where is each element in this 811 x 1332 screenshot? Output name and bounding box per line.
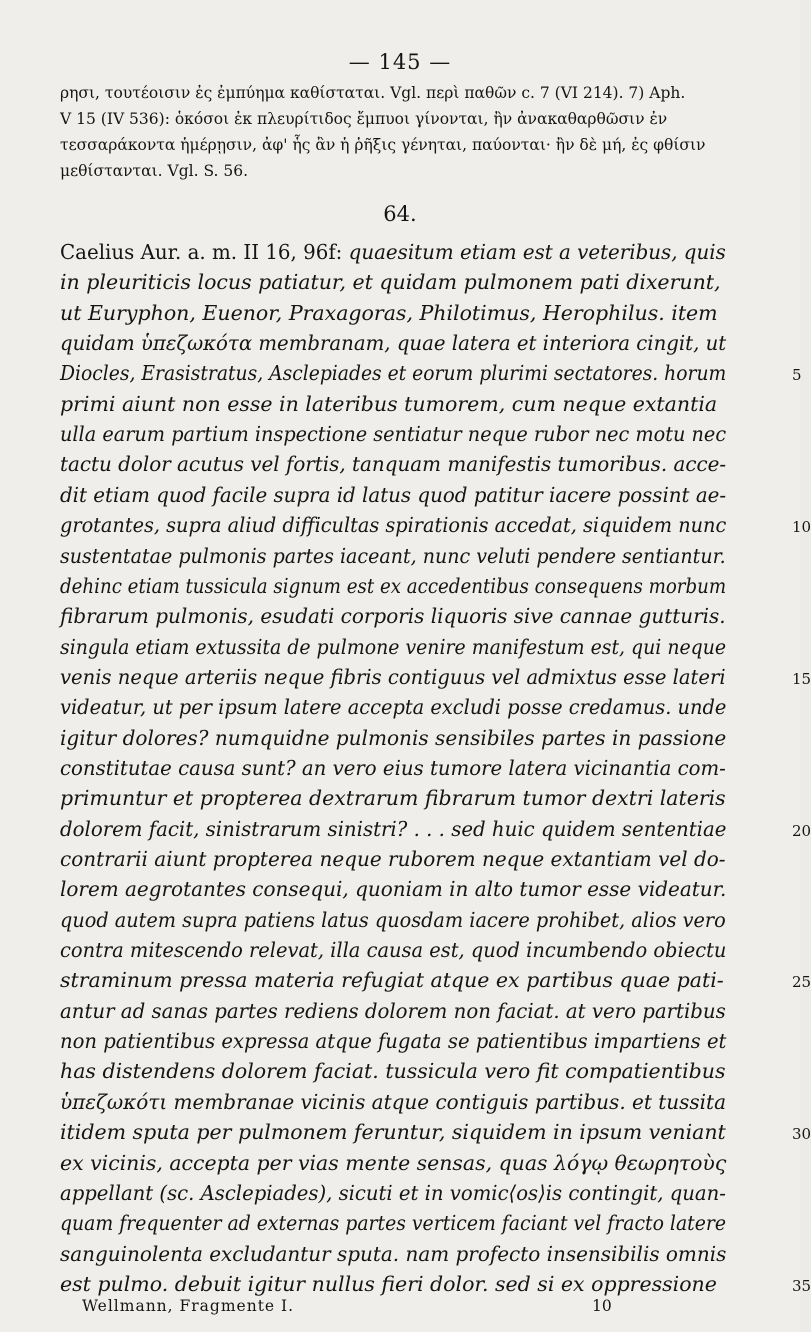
text-line: fibrarum pulmonis, esudati corporis liquoris sive cannae gutturis. (60, 604, 726, 629)
text-line: quidam ὑπεζωκότα membranam, quae latera et interiora cingit, ut (60, 331, 727, 356)
line-number: 10 (792, 518, 811, 537)
signature-mark: 10 (592, 1297, 612, 1315)
text-line: dolorem facit, sinistrarum sinistri? . . . sed huic quidem sententiae (60, 816, 727, 841)
text-line: videatur, ut per ipsum latere accepta excludi posse credamus. unde (60, 695, 727, 720)
text-line: antur ad sanas partes rediens dolorem non faciat. at vero partibus (60, 998, 726, 1023)
text-line: singula etiam extussita de pulmone venire manifestum est, qui neque (60, 634, 727, 659)
text-line: grotantes, supra aliud difficultas spirationis accedat, siquidem nunc (60, 513, 727, 538)
footnote-line: μεθίστανται. Vgl. S. 56. (60, 162, 249, 180)
page-number: — 145 — (348, 50, 452, 74)
text-line: constitutae causa sunt? an vero eius tumore latera vicinantia com- (60, 755, 726, 780)
text-line: sanguinolenta excludantur sputa. nam profecto insensibilis omnis (60, 1241, 727, 1266)
section-number: 64. (383, 202, 417, 226)
footnote-line: V 15 (IV 536): ὁκόσοι ἐκ πλευρίτιδος ἔμπυοι γίνονται, ἢν ἀνακαθαρθῶσιν ἐν (60, 110, 668, 128)
text-line: venis neque arteriis neque fibris contiguus vel admixtus esse lateri (60, 664, 726, 689)
text-line: itidem sputa per pulmonem feruntur, siquidem in ipsum veniant (60, 1120, 726, 1145)
text-line: appellant (sc. Asclepiades), sicuti et in vomic⟨os⟩is contingit, quan- (60, 1180, 726, 1205)
text-line: sustentatae pulmonis partes iaceant, nunc veluti pendere sentiantur. (60, 543, 726, 568)
text-line: est pulmo. debuit igitur nullus fieri dolor. sed si ex oppressione (60, 1271, 717, 1296)
text-line: non patientibus expressa atque fugata se patientibus impartiens et (60, 1029, 727, 1054)
text-line: quod autem supra patiens latus quosdam iacere prohibet, alios vero (60, 907, 726, 932)
text-line: ulla earum partium inspectione sentiatur neque rubor nec motu nec (60, 422, 727, 447)
text-line: quam frequenter ad externas partes verticem faciant vel fracto latere (60, 1211, 727, 1236)
line-number: 35 (792, 1276, 811, 1295)
text-line: contra mitescendo relevat, illa causa est, quod incumbendo obiectu (60, 938, 727, 963)
line-number: 15 (792, 669, 811, 688)
footer-author: Wellmann, Fragmente I. (82, 1297, 295, 1315)
text-line: ex vicinis, accepta per vias mente sensas, quas λόγῳ θεωρητοὺς (60, 1150, 727, 1175)
text-line: ὑπεζωκότι membranae vicinis atque contiguis partibus. et tussita (60, 1089, 727, 1114)
text-line: dit etiam quod facile supra id latus quod patitur iacere possint ae- (60, 482, 727, 507)
text-line: Diocles, Erasistratus, Asclepiades et eorum plurimi sectatores. horum (60, 361, 727, 386)
text-line: contrarii aiunt propterea neque ruborem neque extantiam vel do- (60, 847, 726, 871)
text-line: ut Euryphon, Euenor, Praxagoras, Philotimus, Herophilus. item (60, 300, 718, 325)
line-number: 30 (792, 1125, 811, 1144)
text-line: primuntur et propterea dextrarum fibrarum tumor dextri lateris (60, 786, 726, 811)
text-line: straminum pressa materia refugiat atque ex partibus quae pati- (60, 968, 724, 993)
text-line: lorem aegrotantes consequi, quoniam in alto tumor esse videatur. (60, 877, 727, 902)
text-line: in pleuriticis locus patiatur, et quidam pulmonem pati dixerunt, (60, 270, 721, 295)
footnote-line: τεσσαράκοντα ἡμέρῃσιν, ἀφ' ἧς ἂν ἡ ῥῆξις γένηται, παύονται· ἢν δὲ μή, ἐς φθίσιν (60, 136, 706, 154)
text-line: tactu dolor acutus vel fortis, tanquam manifestis tumoribus. acce- (60, 452, 727, 477)
text-line: dehinc etiam tussicula signum est ex accedentibus consequens morbum (60, 573, 727, 598)
footnote-line: ρησι, τουτέοισιν ἐς ἐμπύημα καθίσταται. Vgl. περὶ παθῶν c. 7 (VI 214). 7) Aph. (60, 84, 686, 102)
line-number: 20 (792, 821, 811, 840)
line-number: 25 (792, 973, 811, 992)
line-number: 5 (792, 366, 802, 385)
text-line: primi aiunt non esse in lateribus tumorem, cum neque extantia (60, 391, 718, 416)
text-line: Caelius Aur. a. m. II 16, 96f: quaesitum etiam est a veteribus, quis (60, 240, 726, 264)
text-line: has distendens dolorem faciat. tussicula vero fit compatientibus (60, 1059, 726, 1084)
text-line: igitur dolores? numquidne pulmonis sensibiles partes in passione (60, 725, 727, 750)
